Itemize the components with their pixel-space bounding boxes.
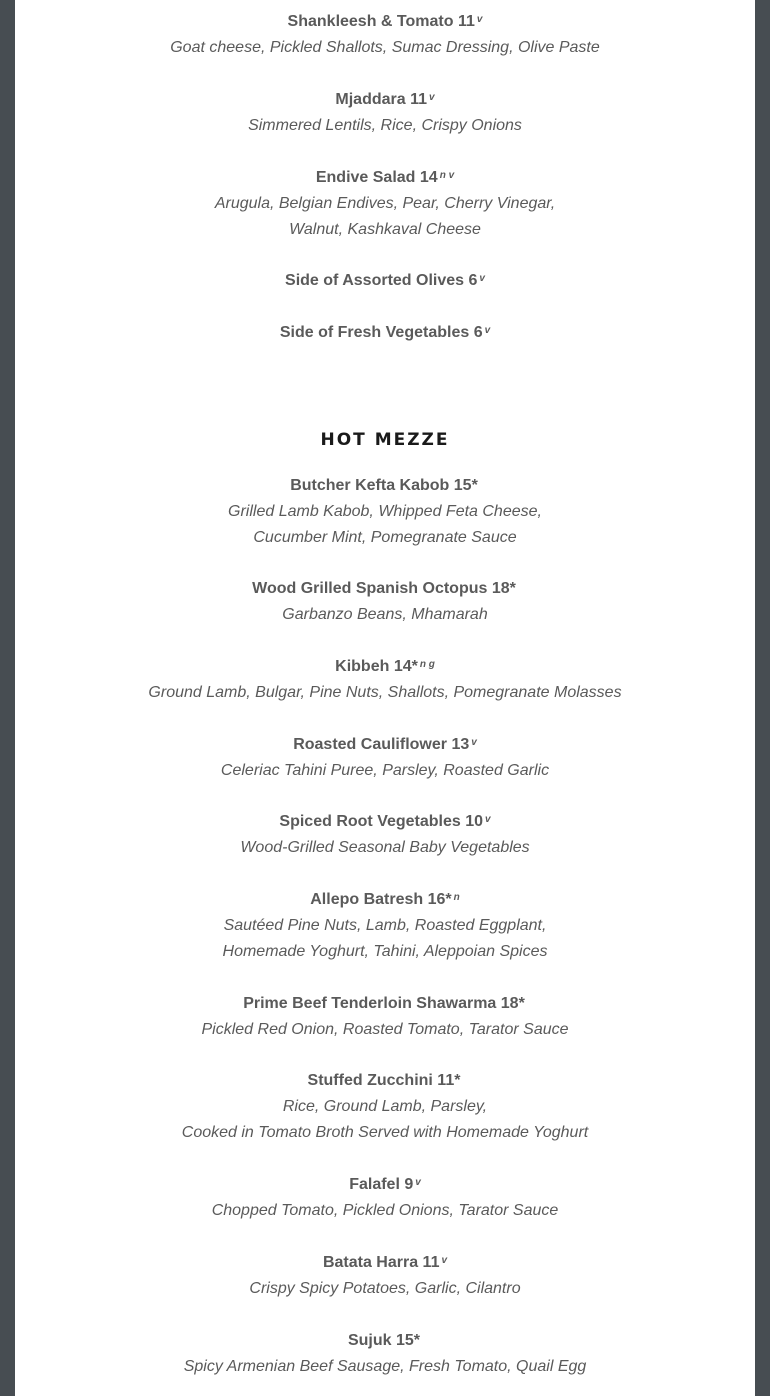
menu-item-spiced-root-vegetables [15, 812, 755, 861]
menu-item-beef-shawarma [15, 994, 755, 1043]
menu-item-description: Chopped Tomato, Pickled Onions, Tarator Sauce [211, 1202, 559, 1219]
menu-item-description: Wood-Grilled Seasonal Baby Vegetables [240, 839, 530, 856]
menu-item-name: Sujuk 15* [347, 1332, 421, 1349]
menu-item-side-olives [15, 271, 755, 291]
menu-item-description: Celeriac Tahini Puree, Parsley, Roasted Garlic [220, 762, 550, 779]
menu-item-shankleesh [15, 12, 755, 61]
menu-item-description: Goat cheese, Pickled Shallots, Sumac Dressing, Olive Paste [170, 39, 600, 56]
menu-item-description: Simmered Lentils, Rice, Crispy Onions [248, 117, 522, 134]
menu-item-name: Stuffed Zucchini 11* [307, 1072, 461, 1089]
menu-item-sujuk [15, 1331, 755, 1380]
menu-item-roasted-cauliflower [15, 735, 755, 784]
menu-item-name: Endive Salad 14 $^{n v}$ [315, 169, 455, 186]
menu-item-name: Wood Grilled Spanish Octopus 18* [252, 580, 516, 597]
section-title-hot-mezze: HOT MEZZE [320, 430, 450, 450]
menu-item-name: Spiced Root Vegetables 10 $^v$ [279, 813, 491, 830]
menu-item-name: Roasted Cauliflower 13 $^v$ [293, 736, 477, 753]
menu-item-name: Allepo Batresh 16* $^n$ [310, 891, 460, 908]
menu-item-description: Sautéed Pine Nuts, Lamb, Roasted Eggplant, Homemade Yoghurt, Tahini, Aleppoian Spices [222, 917, 548, 960]
menu-item-endive-salad [15, 168, 755, 242]
menu-page [15, 0, 755, 1396]
menu-item-name: Mjaddara 11 $^v$ [335, 91, 435, 108]
menu-item-description: Crispy Spicy Potatoes, Garlic, Cilantro [249, 1280, 521, 1297]
menu-item-name: Falafel 9 $^v$ [349, 1176, 421, 1193]
menu-item-description: Grilled Lamb Kabob, Whipped Feta Cheese, Cucumber Mint, Pomegranate Sauce [228, 503, 542, 546]
menu-item-name: Butcher Kefta Kabob 15* [290, 477, 478, 494]
window-frame-right [755, 0, 770, 1396]
menu-item-description: Spicy Armenian Beef Sausage, Fresh Tomato, Quail Egg [183, 1358, 587, 1375]
menu-item-falafel [15, 1175, 755, 1224]
menu-item-side-vegetables [15, 323, 755, 343]
menu-item-name: Batata Harra 11 $^v$ [322, 1254, 448, 1271]
menu-item-stuffed-zucchini [15, 1071, 755, 1145]
menu-item-octopus [15, 579, 755, 628]
menu-item-name: Prime Beef Tenderloin Shawarma 18* [243, 995, 525, 1012]
menu-item-name: Shankleesh & Tomato 11 $^v$ [287, 13, 483, 30]
menu-item-kefta-kabob [15, 476, 755, 550]
menu-item-name: Kibbeh 14* $^{n g}$ [335, 658, 435, 675]
menu-item-batata-harra [15, 1253, 755, 1302]
menu-item-allepo-batresh [15, 890, 755, 964]
menu-item-description: Ground Lamb, Bulgar, Pine Nuts, Shallots, Pomegranate Molasses [148, 684, 622, 701]
menu-item-mjaddara [15, 90, 755, 139]
menu-item-kibbeh [15, 657, 755, 706]
menu-item-name: Side of Fresh Vegetables 6 $^v$ [279, 324, 491, 341]
menu-item-description: Arugula, Belgian Endives, Pear, Cherry Vinegar, Walnut, Kashkaval Cheese [214, 195, 556, 238]
menu-item-name: Side of Assorted Olives 6 $^v$ [285, 272, 485, 289]
menu-item-description: Pickled Red Onion, Roasted Tomato, Tarator Sauce [201, 1021, 569, 1038]
menu-item-description: Garbanzo Beans, Mhamarah [282, 606, 488, 623]
menu-item-description: Rice, Ground Lamb, Parsley, Cooked in Tomato Broth Served with Homemade Yoghurt [181, 1098, 589, 1141]
